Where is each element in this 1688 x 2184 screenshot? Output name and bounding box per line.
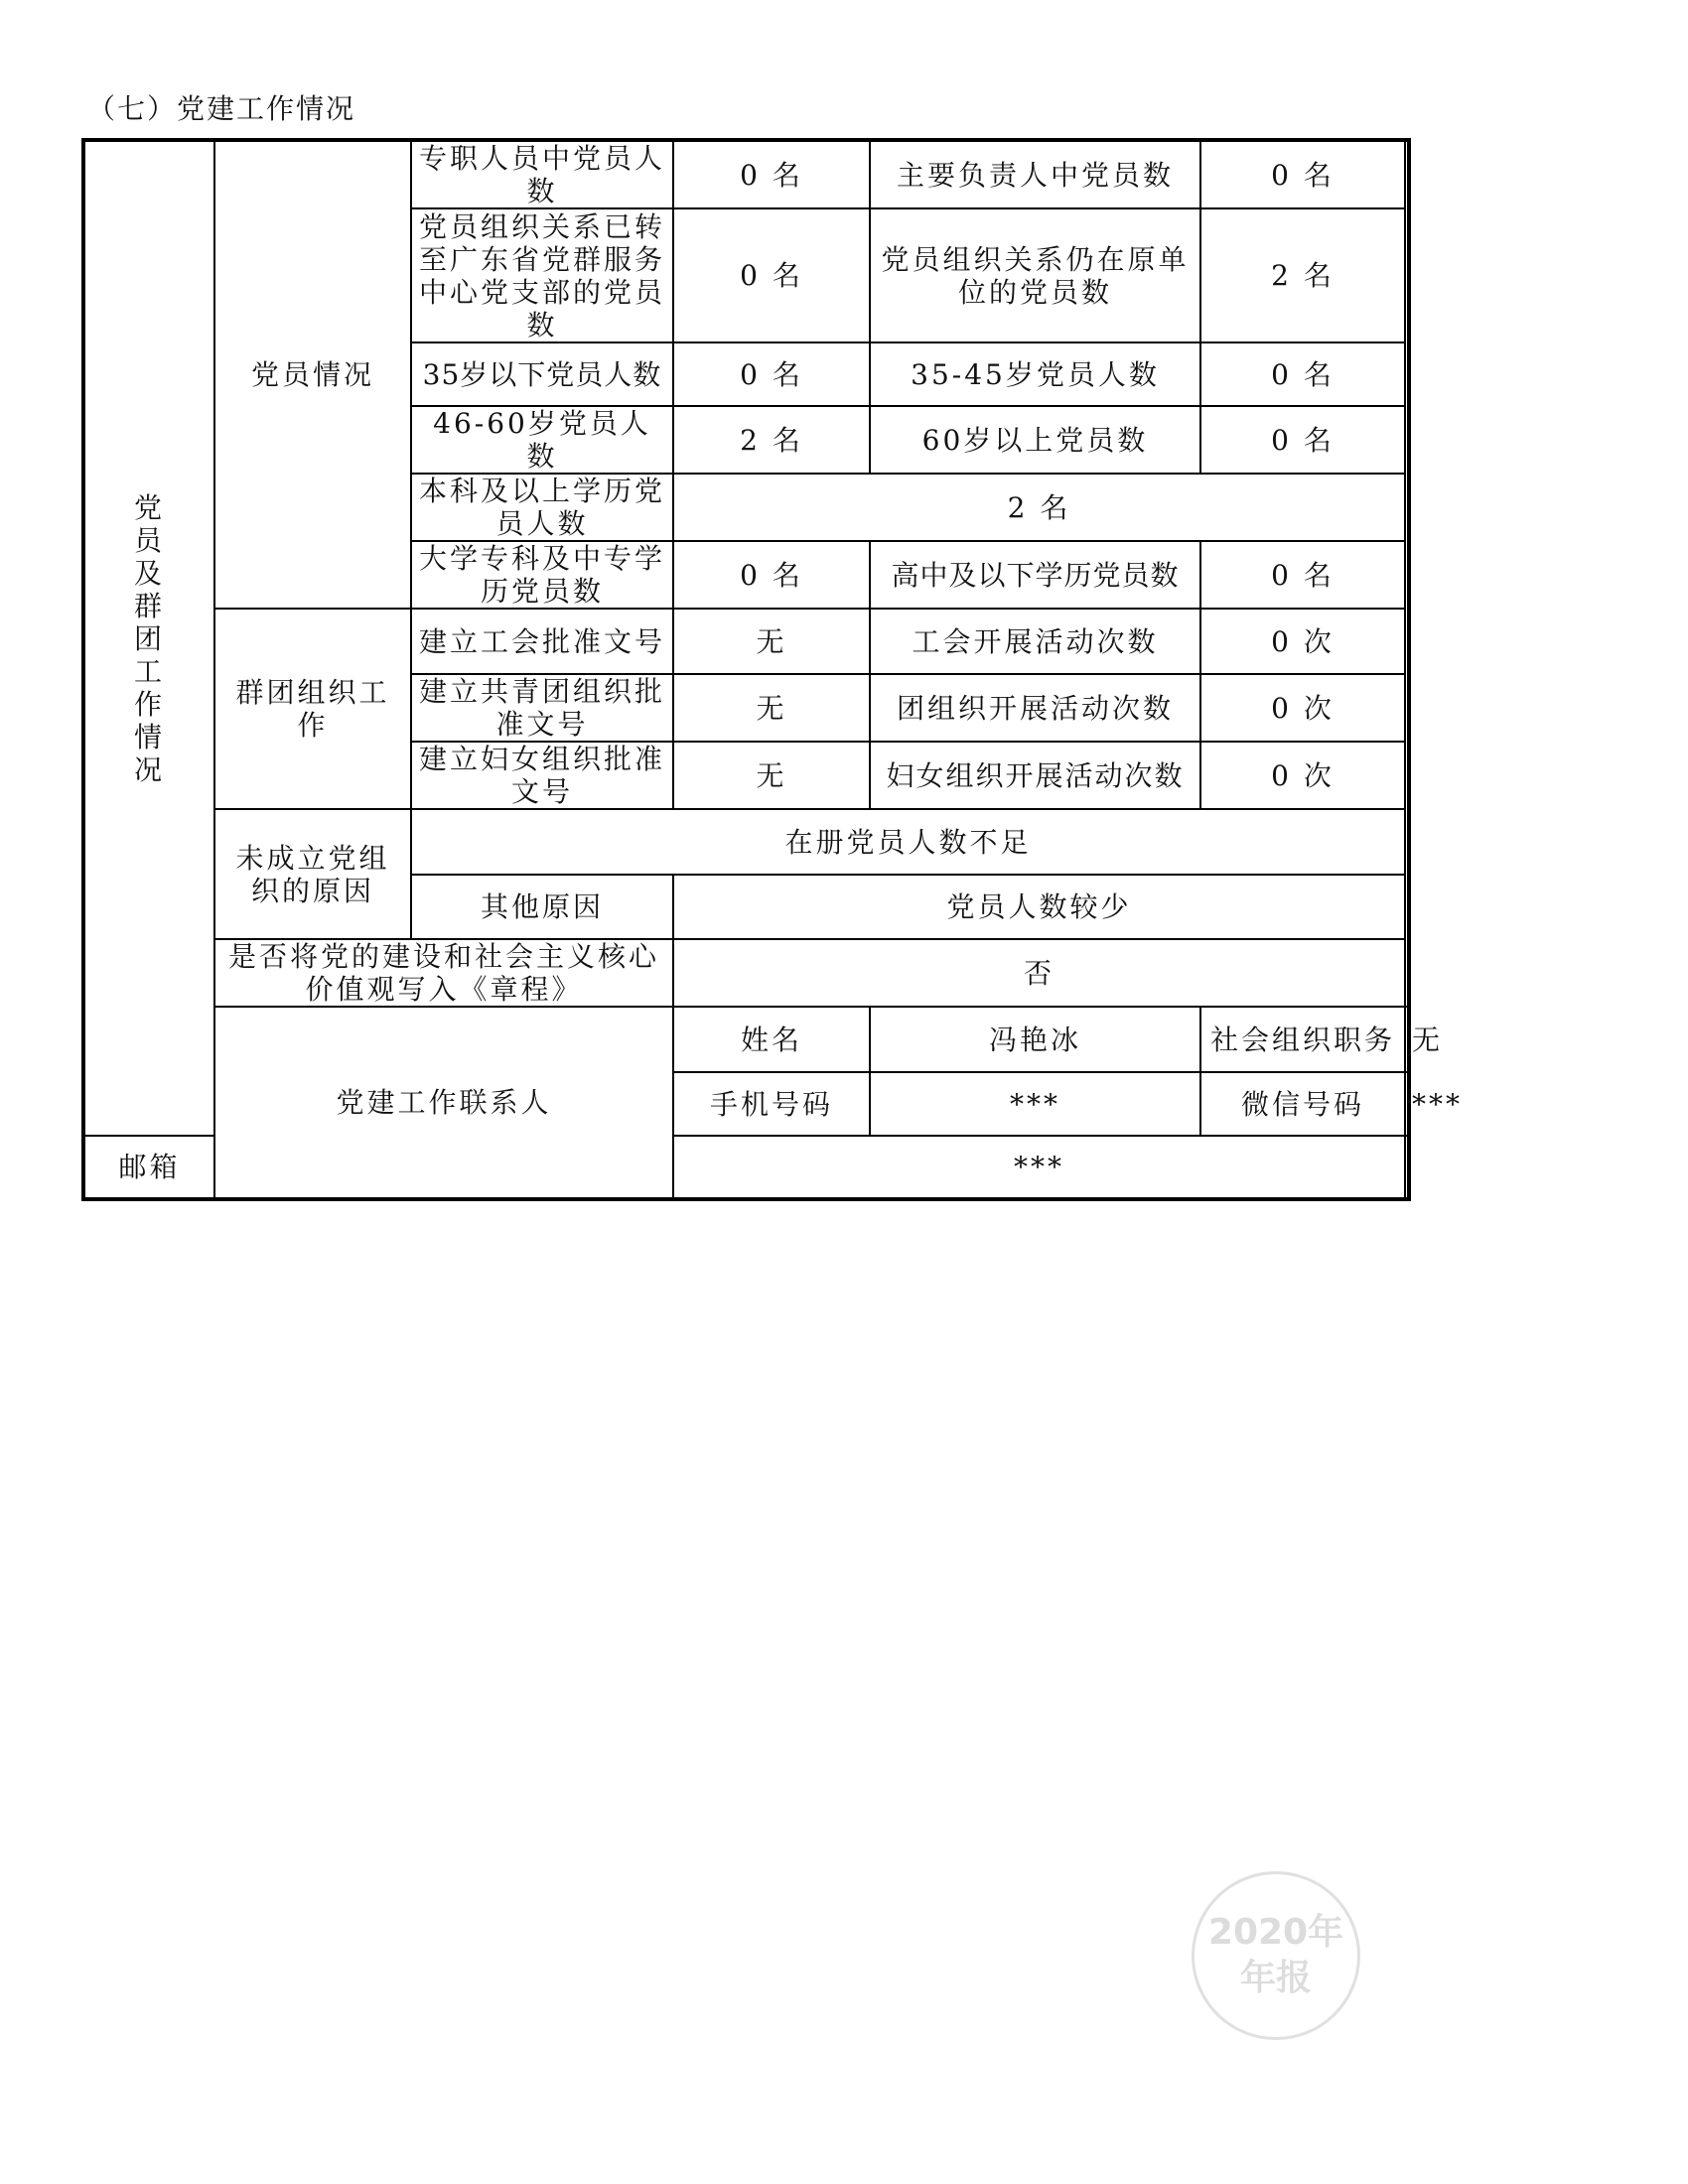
phone-value: *** xyxy=(870,1072,1200,1136)
youth-doc-label: 建立共青团组织批准文号 xyxy=(411,674,673,742)
charter-label: 是否将党的建设和社会主义核心价值观写入《章程》 xyxy=(214,939,673,1007)
group-label-char: 作 xyxy=(133,687,165,721)
age35-45-value: 0 名 xyxy=(1200,342,1405,406)
under35-value: 0 名 xyxy=(673,342,870,406)
college-label: 大学专科及中专学历党员数 xyxy=(411,541,673,609)
transferred-label: 党员组织关系已转至广东省党群服务中心党支部的党员数 xyxy=(411,208,673,342)
group-label xyxy=(83,140,214,1136)
group-label-char: 及 xyxy=(133,556,165,590)
youth-activity-label: 团组织开展活动次数 xyxy=(870,674,1200,742)
other-reason-value: 党员人数较少 xyxy=(673,875,1405,939)
youth-doc-value: 无 xyxy=(673,674,870,742)
group-label-char: 工 xyxy=(133,654,165,688)
other-reason-label: 其他原因 xyxy=(411,875,673,939)
women-doc-value: 无 xyxy=(673,742,870,809)
bachelor-value: 2 名 xyxy=(673,474,1405,541)
full-time-label: 专职人员中党员人数 xyxy=(411,140,673,208)
transferred-value: 0 名 xyxy=(673,208,870,342)
union-activity-label: 工会开展活动次数 xyxy=(870,609,1200,674)
wechat-label: 微信号码 xyxy=(1200,1072,1405,1136)
bachelor-label: 本科及以上学历党员人数 xyxy=(411,474,673,541)
position-label: 社会组织职务 xyxy=(1200,1007,1405,1072)
full-time-value: 0 名 xyxy=(673,140,870,208)
no-org-reason-value: 在册党员人数不足 xyxy=(411,809,1405,875)
group-label-char: 情 xyxy=(133,720,165,753)
name-value: 冯艳冰 xyxy=(870,1007,1200,1072)
women-activity-value: 0 次 xyxy=(1200,742,1405,809)
age46-60-label: 46-60岁党员人数 xyxy=(411,406,673,474)
position-value: 无 xyxy=(1405,1007,1409,1072)
group-label-char: 党 xyxy=(133,490,165,524)
no-org-reason-label: 未成立党组织的原因 xyxy=(214,809,411,939)
principal-label: 主要负责人中党员数 xyxy=(870,140,1200,208)
wechat-value: *** xyxy=(1405,1072,1409,1136)
union-doc-value: 无 xyxy=(673,609,870,674)
contact-label: 党建工作联系人 xyxy=(214,1007,673,1199)
principal-value: 0 名 xyxy=(1200,140,1405,208)
phone-label: 手机号码 xyxy=(673,1072,870,1136)
email-value: *** xyxy=(673,1136,1405,1199)
college-value: 0 名 xyxy=(673,541,870,609)
remain-label: 党员组织关系仍在原单位的党员数 xyxy=(870,208,1200,342)
over60-label: 60岁以上党员数 xyxy=(870,406,1200,474)
party-member-label: 党员情况 xyxy=(214,140,411,609)
party-building-table xyxy=(81,138,1463,1201)
name-label: 姓名 xyxy=(673,1007,870,1072)
highschool-label: 高中及以下学历党员数 xyxy=(870,541,1200,609)
group-label-char: 况 xyxy=(133,752,165,786)
highschool-value: 0 名 xyxy=(1200,541,1405,609)
charter-value: 否 xyxy=(673,939,1405,1007)
watermark-line2: 年报 xyxy=(1239,1958,1312,1998)
women-activity-label: 妇女组织开展活动次数 xyxy=(870,742,1200,809)
union-doc-label: 建立工会批准文号 xyxy=(411,609,673,674)
under35-label: 35岁以下党员人数 xyxy=(411,342,673,406)
age35-45-label: 35-45岁党员人数 xyxy=(870,342,1200,406)
union-activity-value: 0 次 xyxy=(1200,609,1405,674)
section-title: （七）党建工作情况 xyxy=(87,92,356,125)
age46-60-value: 2 名 xyxy=(673,406,870,474)
group-label-char: 员 xyxy=(133,523,165,557)
email-label: 邮箱 xyxy=(83,1136,214,1199)
mass-org-label: 群团组织工作 xyxy=(214,609,411,809)
group-label-char: 团 xyxy=(133,621,165,655)
group-label-char: 群 xyxy=(133,589,165,622)
annual-report-watermark xyxy=(1192,1871,1360,2040)
watermark-line1: 2020年 xyxy=(1207,1912,1344,1953)
women-doc-label: 建立妇女组织批准文号 xyxy=(411,742,673,809)
remain-value: 2 名 xyxy=(1200,208,1405,342)
youth-activity-value: 0 次 xyxy=(1200,674,1405,742)
over60-value: 0 名 xyxy=(1200,406,1405,474)
